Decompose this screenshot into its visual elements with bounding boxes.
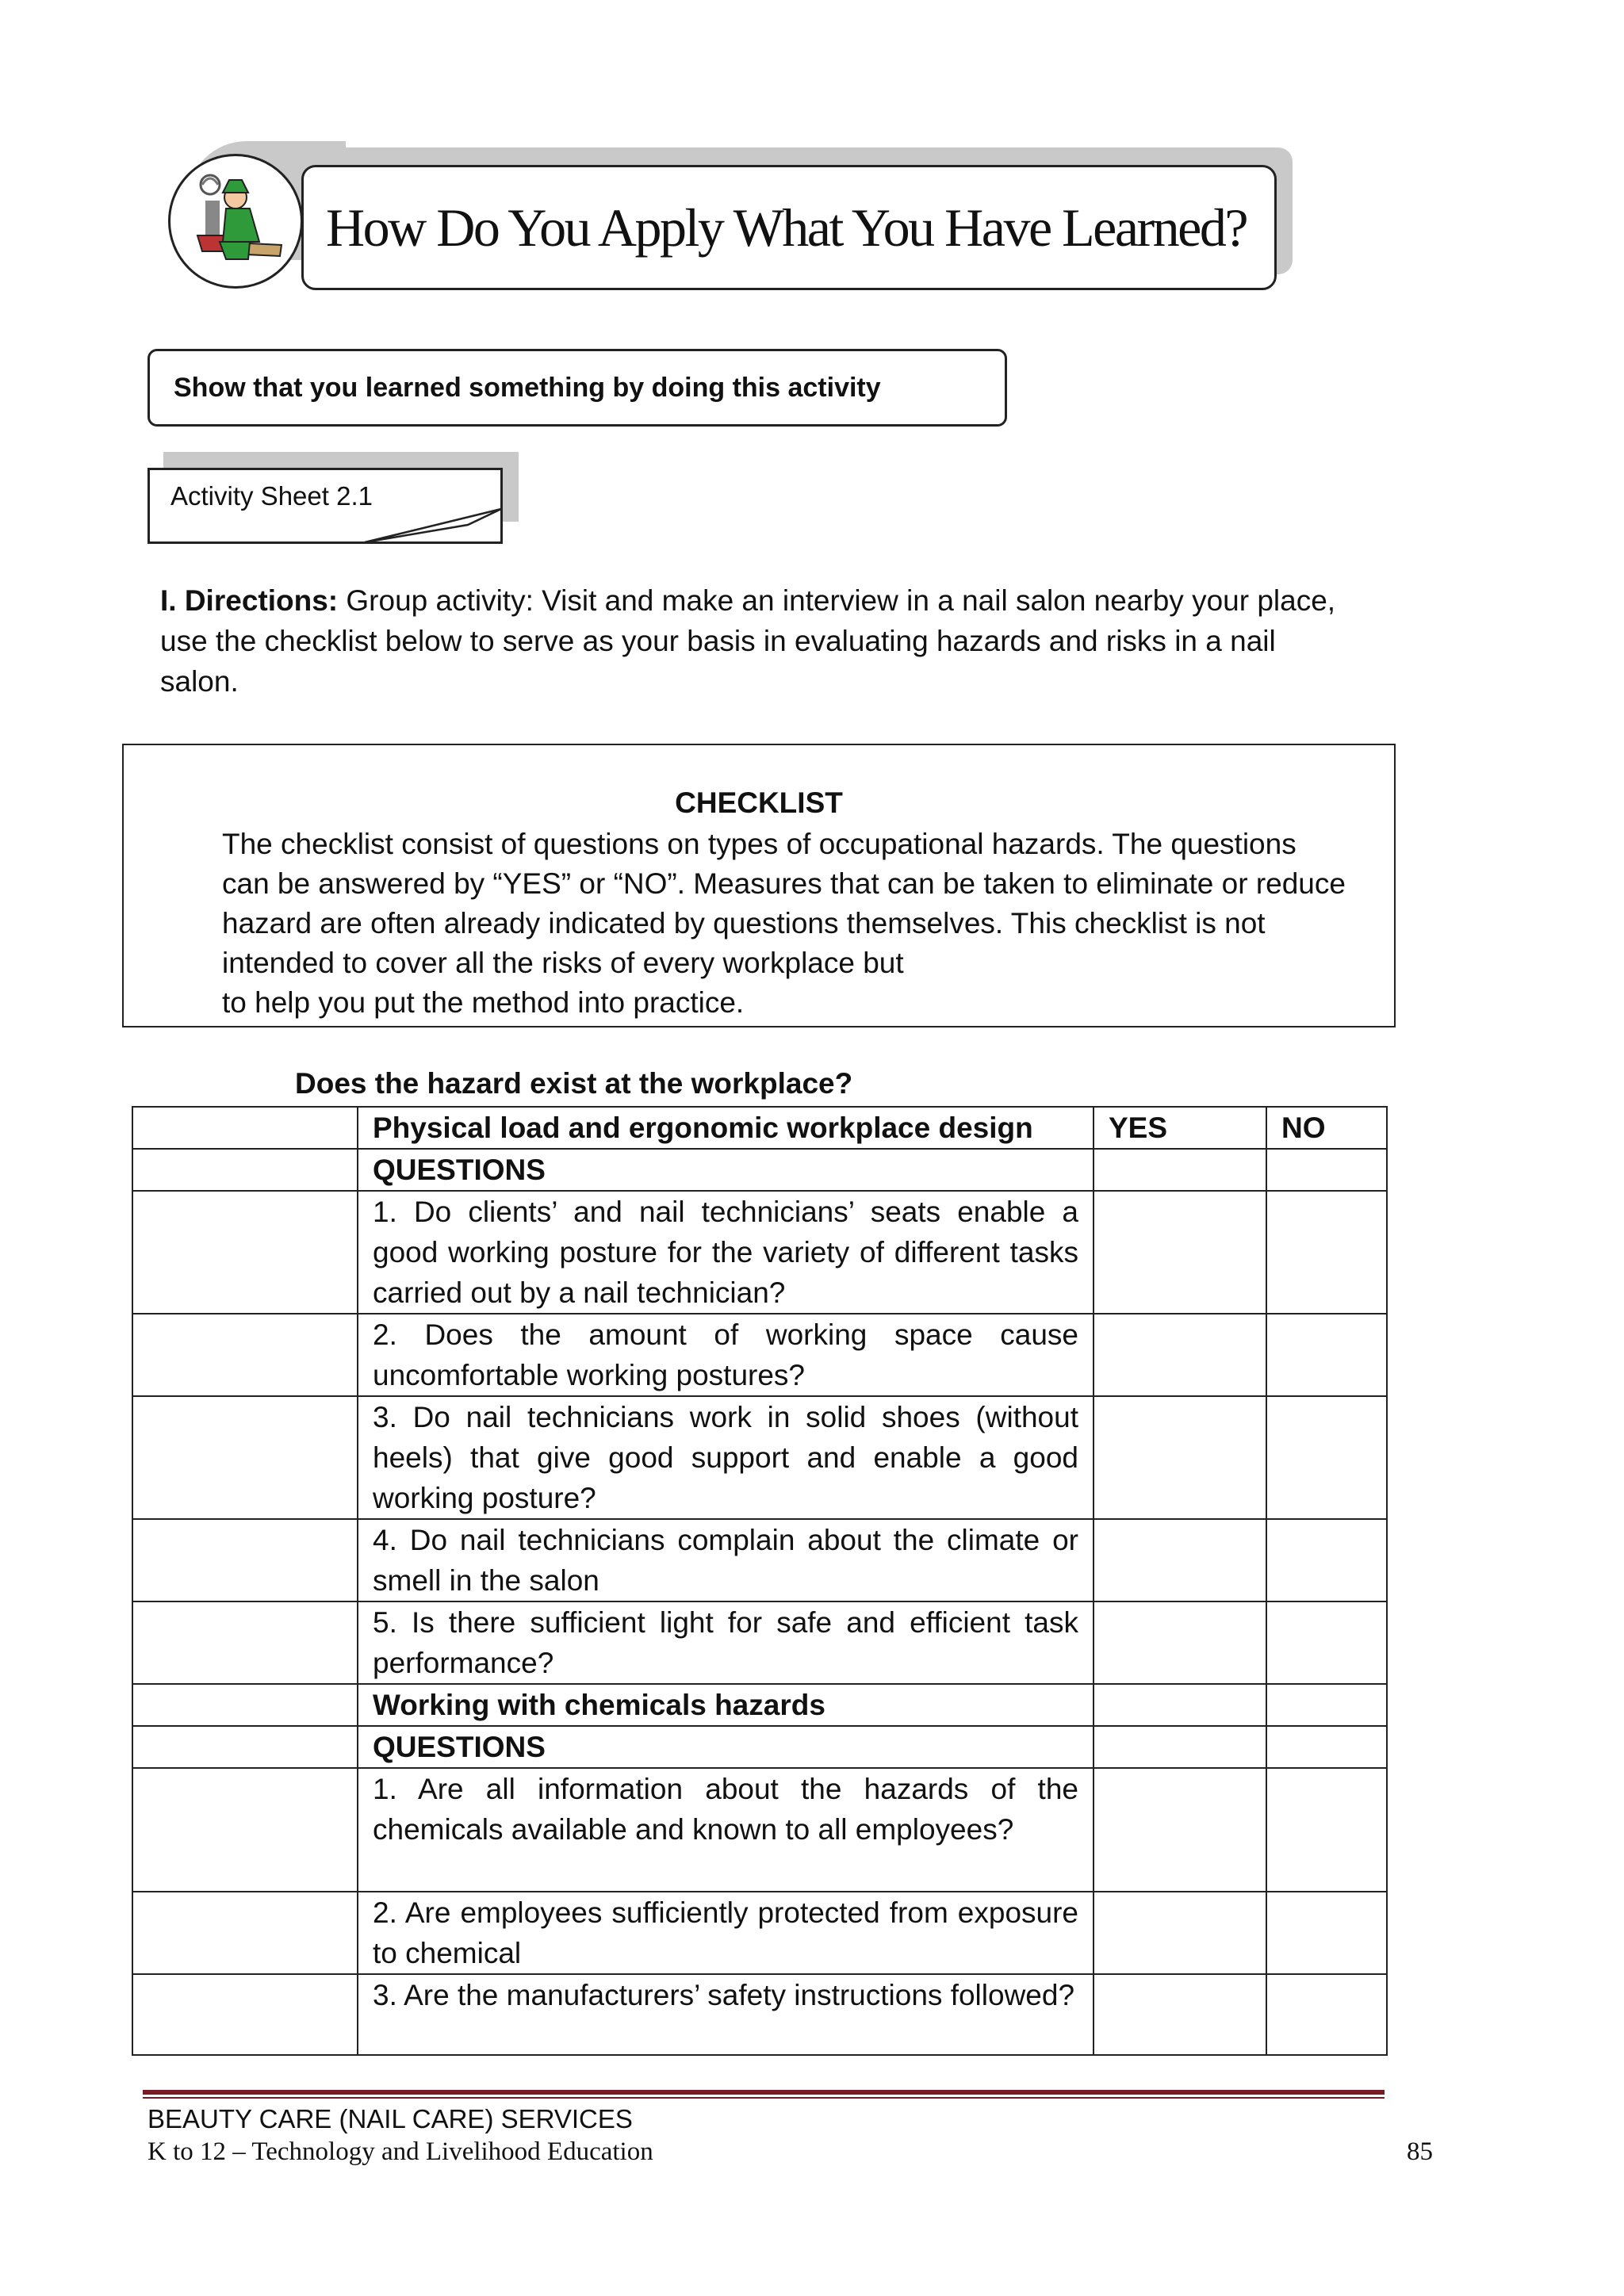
- questions-heading: QUESTIONS: [358, 1726, 1094, 1768]
- yes-column-header: YES: [1094, 1107, 1266, 1149]
- checklist-line: intended to cover all the risks of every workplace but: [222, 947, 904, 979]
- empty-cell: [132, 1314, 358, 1396]
- instruction-text: Show that you learned something by doing this activity: [174, 372, 881, 403]
- yes-cell[interactable]: [1094, 1726, 1266, 1768]
- empty-cell: [132, 1726, 358, 1768]
- table-row: [132, 1684, 1387, 1726]
- no-cell[interactable]: [1266, 1191, 1387, 1314]
- question-cell: 5. Is there sufficient light for safe and efficient task performance?: [358, 1601, 1094, 1684]
- checklist-line: can be answered by “YES” or “NO”. Measures that can be taken to eliminate or reduce: [222, 867, 1346, 900]
- questions-heading: QUESTIONS: [358, 1149, 1094, 1191]
- yes-cell[interactable]: [1094, 1684, 1266, 1726]
- question-cell: 4. Do nail technicians complain about the climate or smell in the salon: [358, 1519, 1094, 1601]
- directions: [160, 580, 1350, 702]
- yes-cell[interactable]: [1094, 1396, 1266, 1519]
- directions-label: I. Directions:: [160, 584, 339, 617]
- table-row: [132, 1974, 1387, 2055]
- gardener-mascot-icon: [170, 156, 301, 286]
- section-heading: Working with chemicals hazards: [358, 1684, 1094, 1726]
- checklist-line: The checklist consist of questions on types of occupational hazards. The questions: [222, 828, 1297, 860]
- mascot-circle: [168, 154, 303, 289]
- empty-cell: [132, 1396, 358, 1519]
- checklist-line: hazard are often already indicated by questions themselves. This checklist is not: [222, 907, 1266, 939]
- page-number: 85: [1407, 2137, 1433, 2166]
- table-row: [132, 1396, 1387, 1519]
- table-row: [132, 1149, 1387, 1191]
- question-cell: 1. Do clients’ and nail technicians’ seats enable a good working posture for the variety of different tasks carried out by a nail technician?: [358, 1191, 1094, 1314]
- no-cell[interactable]: [1266, 1601, 1387, 1684]
- empty-cell: [132, 1107, 358, 1149]
- activity-sheet-label: Activity Sheet 2.1: [170, 481, 373, 511]
- yes-cell[interactable]: [1094, 1191, 1266, 1314]
- no-cell[interactable]: [1266, 1396, 1387, 1519]
- checklist-box: [122, 744, 1396, 1027]
- question-cell: 3. Are the manufacturers’ safety instructions followed?: [358, 1974, 1094, 2055]
- section-heading: Physical load and ergonomic workplace design: [358, 1107, 1094, 1149]
- hazard-checklist-table: [132, 1106, 1388, 2056]
- directions-text: Group activity: Visit and make an interview in a nail salon nearby your place, use the checklist below to serve as your basis in evaluating hazards and risks in a nail salon.: [160, 584, 1336, 698]
- footer-rule-thin: [143, 2097, 1385, 2099]
- question-cell: 2. Are employees sufficiently protected from exposure to chemical: [358, 1892, 1094, 1974]
- no-cell[interactable]: [1266, 1684, 1387, 1726]
- question-cell: 2. Does the amount of working space cause uncomfortable working postures?: [358, 1314, 1094, 1396]
- page-title: How Do You Apply What You Have Learned?: [326, 197, 1247, 258]
- table-row: [132, 1726, 1387, 1768]
- empty-cell: [132, 1684, 358, 1726]
- no-cell[interactable]: [1266, 1519, 1387, 1601]
- question-cell: 1. Are all information about the hazards of the chemicals available and known to all employees?: [358, 1768, 1094, 1892]
- empty-cell: [132, 1768, 358, 1892]
- table-caption: Does the hazard exist at the workplace?: [295, 1067, 853, 1100]
- table-row: [132, 1519, 1387, 1601]
- no-cell[interactable]: [1266, 1314, 1387, 1396]
- table-row: [132, 1314, 1387, 1396]
- footer-course: BEAUTY CARE (NAIL CARE) SERVICES: [147, 2104, 633, 2133]
- yes-cell[interactable]: [1094, 1892, 1266, 1974]
- empty-cell: [132, 1149, 358, 1191]
- empty-cell: [132, 1519, 358, 1601]
- title-banner: [301, 165, 1277, 290]
- empty-cell: [132, 1974, 358, 2055]
- empty-cell: [132, 1892, 358, 1974]
- question-cell: 3. Do nail technicians work in solid shoes (without heels) that give good support and enable a good working posture?: [358, 1396, 1094, 1519]
- footer-rule: [143, 2090, 1385, 2095]
- yes-cell[interactable]: [1094, 1768, 1266, 1892]
- no-column-header: NO: [1266, 1107, 1387, 1149]
- yes-cell[interactable]: [1094, 1149, 1266, 1191]
- no-cell[interactable]: [1266, 1768, 1387, 1892]
- table-row: [132, 1768, 1387, 1892]
- no-cell[interactable]: [1266, 1149, 1387, 1191]
- table-row: [132, 1191, 1387, 1314]
- page-curl-icon: [349, 504, 508, 544]
- checklist-line: to help you put the method into practice.: [222, 986, 745, 1019]
- no-cell[interactable]: [1266, 1892, 1387, 1974]
- yes-cell[interactable]: [1094, 1601, 1266, 1684]
- no-cell[interactable]: [1266, 1974, 1387, 2055]
- footer-program: K to 12 – Technology and Livelihood Education: [147, 2137, 653, 2166]
- yes-cell[interactable]: [1094, 1519, 1266, 1601]
- checklist-title: CHECKLIST: [675, 786, 843, 819]
- table-row: [132, 1601, 1387, 1684]
- instruction-box: [147, 349, 1007, 427]
- empty-cell: [132, 1191, 358, 1314]
- empty-cell: [132, 1601, 358, 1684]
- yes-cell[interactable]: [1094, 1974, 1266, 2055]
- checklist-body: [222, 825, 1380, 1023]
- table-header-row: [132, 1107, 1387, 1149]
- yes-cell[interactable]: [1094, 1314, 1266, 1396]
- table-row: [132, 1892, 1387, 1974]
- no-cell[interactable]: [1266, 1726, 1387, 1768]
